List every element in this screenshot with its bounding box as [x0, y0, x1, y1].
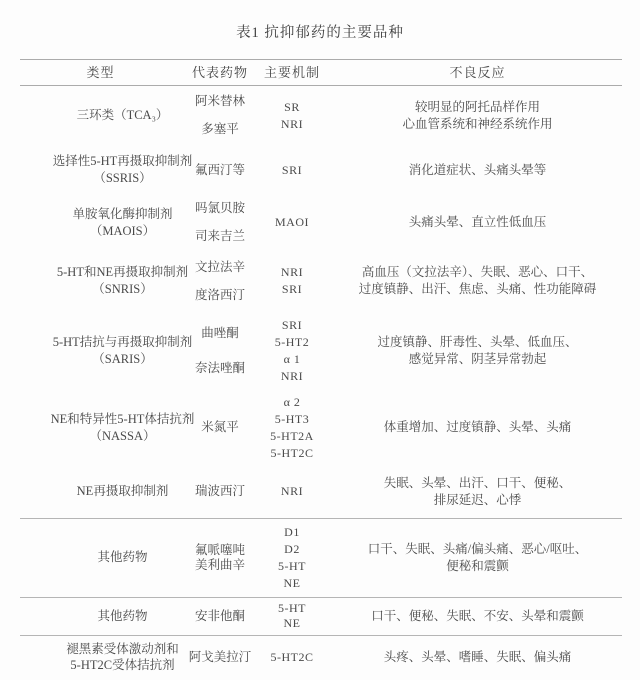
mechanism-cell: [252, 250, 332, 312]
cell-line: 失眠、头晕、出汗、口干、便秘、: [383, 475, 572, 490]
cell-line: 便秘和震颤: [446, 558, 509, 573]
cell-line: （MAOIS）: [89, 223, 156, 238]
table-row: [0, 86, 640, 145]
cell-line: 其他药物: [97, 550, 148, 564]
cell-line: 瑞波西汀: [194, 484, 245, 498]
cell-line: α 1: [283, 352, 301, 366]
adverse-reactions-cell: [330, 145, 625, 195]
table-header-row: [0, 59, 640, 86]
adverse-reactions-cell: [330, 465, 625, 518]
mechanism-cell: [252, 195, 332, 250]
cell-line: D2: [284, 541, 300, 556]
cell-line: 其他药物: [97, 608, 148, 623]
table-row: [0, 195, 640, 250]
cell-line: 三环类（TCA₃）: [76, 108, 169, 122]
adverse-reactions-cell: [330, 635, 625, 680]
cell-line: NE: [283, 575, 301, 590]
mechanism-cell: [252, 86, 332, 145]
mechanism-cell: [252, 518, 332, 597]
mechanism-cell: [252, 597, 332, 635]
cell-line: 过度镇静、出汗、焦虑、头痛、性功能障碍: [358, 282, 597, 296]
cell-line: 米氮平: [201, 420, 239, 434]
table-title: 表1 抗抑郁药的主要品种: [236, 25, 404, 41]
adverse-reactions-cell: [330, 597, 625, 635]
cell-line: 心血管系统和神经系统作用: [402, 116, 553, 131]
cell-line: 奈法唑酮: [194, 361, 245, 375]
cell-line: 体重增加、过度镇静、头晕、头痛: [383, 420, 572, 434]
cell-line: 排尿延迟、心悸: [433, 492, 522, 507]
cell-line: SRI: [281, 282, 303, 296]
cell-line: 过度镇静、肝毒性、头晕、低血压、: [377, 335, 578, 349]
cell-line: 5-HT2C: [270, 650, 314, 664]
table-row: [0, 250, 640, 312]
cell-line: SRI: [281, 318, 303, 332]
adverse-reactions-cell: [330, 250, 625, 312]
cell-line: （SNRIS）: [92, 282, 153, 296]
cell-line: NRI: [280, 369, 304, 383]
column-header-mechanism: 主要机制: [263, 65, 320, 80]
cell-line: SRI: [281, 162, 303, 177]
cell-line: 司来吉兰: [194, 229, 245, 243]
cell-line: NE再摄取抑制剂: [76, 484, 169, 498]
cell-line: 安非他酮: [194, 608, 245, 623]
cell-line: 消化道症状、头痛头晕等: [408, 162, 547, 177]
table-row: [0, 390, 640, 465]
cell-line: 阿米替林: [194, 94, 245, 108]
cell-line: （SSRIS）: [93, 171, 152, 185]
cell-line: 5-HT3: [274, 411, 310, 426]
cell-line: 多塞平: [201, 122, 239, 136]
mechanism-cell: [252, 145, 332, 195]
cell-line: 口干、便秘、失眠、不安、头晕和震颤: [371, 608, 584, 623]
cell-line: NE: [283, 616, 301, 630]
cell-line: （SARIS）: [92, 352, 153, 366]
cell-line: 美利曲辛: [194, 557, 245, 572]
cell-line: 曲唑酮: [201, 326, 239, 340]
cell-line: 较明显的阿托品样作用: [414, 99, 540, 114]
cell-line: MAOI: [275, 215, 309, 229]
cell-line: 5-HT拮抗与再摄取抑制剂: [52, 335, 193, 349]
cell-line: 氟哌噻吨: [194, 542, 245, 557]
cell-line: 氟西汀等: [194, 162, 245, 177]
column-header-drugs: 代表药物: [191, 65, 248, 80]
cell-line: 吗氯贝胺: [194, 201, 245, 215]
cell-line: 5-HT2C受体拮抗剂: [70, 658, 175, 672]
table-row: [0, 312, 640, 390]
cell-line: 感觉异常、阴茎异常勃起: [408, 352, 547, 366]
cell-line: NRI: [280, 484, 304, 498]
column-header-adverse-reactions: 不良反应: [449, 65, 506, 80]
cell-line: α 2: [283, 394, 301, 409]
cell-line: 5-HT2C: [270, 445, 314, 460]
adverse-reactions-cell: [330, 312, 625, 390]
adverse-reactions-cell: [330, 195, 625, 250]
cell-line: NE和特异性5-HT体拮抗剂: [50, 411, 195, 426]
cell-line: 5-HT: [278, 601, 306, 615]
cell-line: D1: [284, 524, 300, 539]
cell-line: 阿戈美拉汀: [188, 650, 252, 664]
mechanism-cell: [252, 635, 332, 680]
cell-line: 5-HT: [278, 558, 306, 573]
antidepressants-table: [0, 59, 640, 680]
cell-line: （NASSA）: [89, 428, 156, 443]
cell-line: NRI: [280, 116, 304, 131]
cell-line: 高血压（文拉法辛）、失眠、恶心、口干、: [361, 265, 594, 279]
table-row: [0, 145, 640, 195]
cell-line: 文拉法辛: [194, 259, 245, 274]
cell-line: 5-HT2: [274, 335, 310, 349]
cell-line: 度洛西汀: [194, 287, 245, 302]
column-header-type: 类型: [86, 65, 115, 80]
cell-line: 头痛头晕、直立性低血压: [408, 215, 547, 229]
adverse-reactions-cell: [330, 86, 625, 145]
cell-line: SR: [284, 99, 300, 114]
mechanism-cell: [252, 390, 332, 465]
cell-line: 5-HT2A: [270, 428, 314, 443]
table-row: [0, 465, 640, 518]
cell-line: 头疼、头晕、嗜睡、失眠、偏头痛: [383, 650, 572, 664]
table-row: [0, 518, 640, 597]
cell-line: 选择性5-HT再摄取抑制剂: [52, 154, 193, 168]
adverse-reactions-cell: [330, 390, 625, 465]
adverse-reactions-cell: [330, 518, 625, 597]
cell-line: NRI: [280, 265, 304, 279]
cell-line: 口干、失眠、头痛/偏头痛、恶心/呕吐、: [367, 541, 588, 556]
mechanism-cell: [252, 312, 332, 390]
cell-line: 褪黑素受体激动剂和: [66, 642, 179, 656]
table-row: [0, 635, 640, 680]
cell-line: 5-HT和NE再摄取抑制剂: [56, 265, 189, 279]
table-row: [0, 597, 640, 635]
mechanism-cell: [252, 465, 332, 518]
cell-line: 单胺氧化酶抑制剂: [72, 206, 173, 221]
